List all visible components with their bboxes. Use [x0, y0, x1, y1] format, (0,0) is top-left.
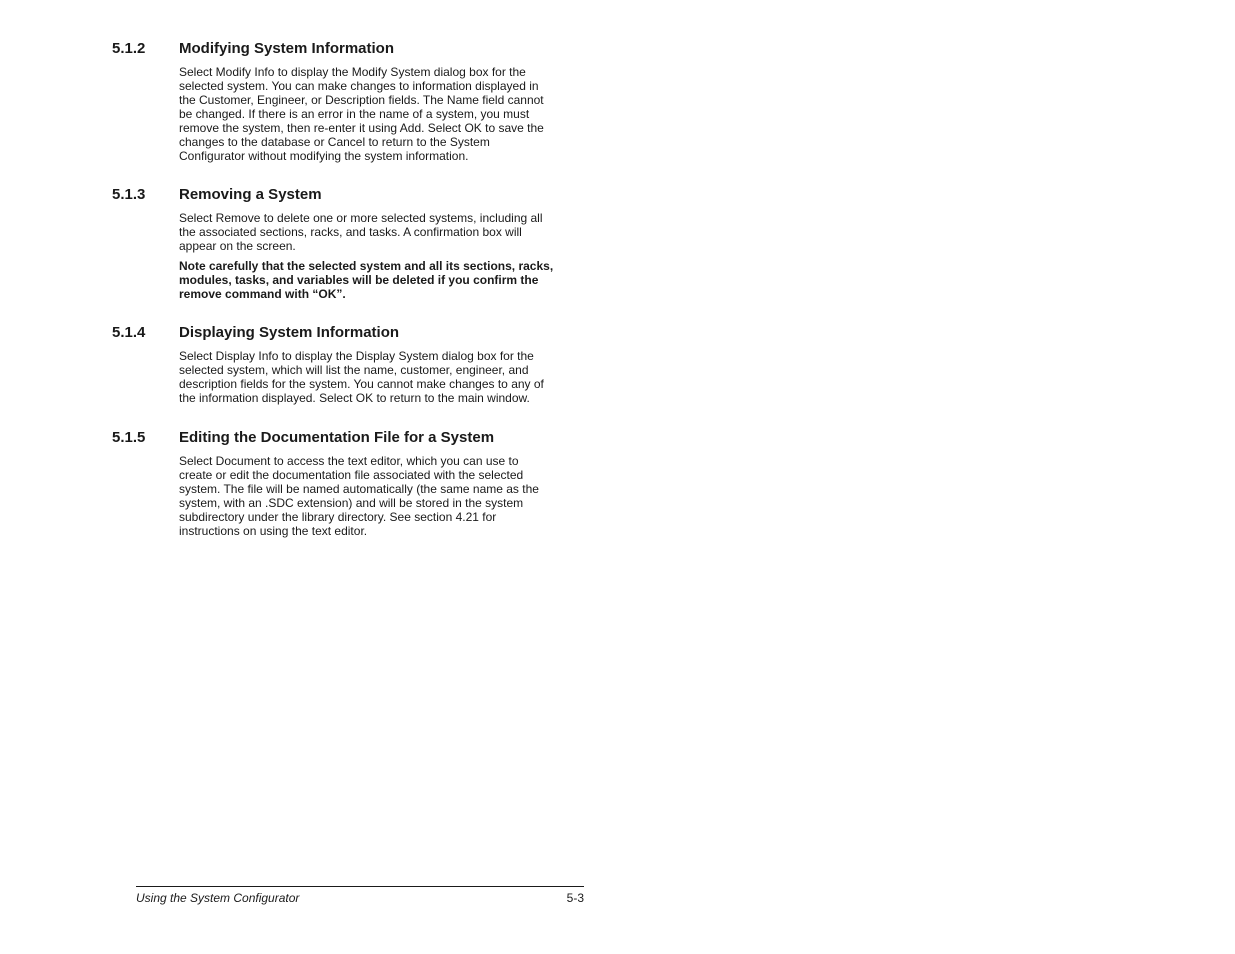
paragraph — [179, 349, 569, 405]
text-line: be changed. If there is an error in the name of a system, you must — [179, 107, 530, 121]
section-title: Editing the Documentation File for a System — [179, 429, 495, 446]
text-line: the Customer, Engineer, or Description fields. The Name field cannot — [179, 93, 544, 107]
text-line: remove the system, then re-enter it using Add. Select OK to save the — [179, 121, 544, 135]
paragraph — [179, 454, 569, 538]
section-number: 5.1.4 — [112, 324, 146, 341]
text-line: selected system. You can make changes to information displayed in — [179, 79, 539, 93]
text-line: remove command with “OK”. — [179, 287, 346, 301]
text-line: Note carefully that the selected system and all its sections, racks, — [179, 259, 554, 273]
footer-rule — [136, 886, 584, 887]
text-line: instructions on using the text editor. — [179, 524, 368, 538]
text-line: Select Modify Info to display the Modify System dialog box for the — [179, 65, 526, 79]
text-line: selected system, which will list the name, customer, engineer, and — [179, 363, 529, 377]
text-line: create or edit the documentation file associated with the selected — [179, 468, 524, 482]
footer-page-number: 5-3 — [566, 891, 584, 905]
text-line: Select Document to access the text editor, which you can use to — [179, 454, 519, 468]
section-title: Removing a System — [179, 186, 322, 203]
section-number: 5.1.5 — [112, 429, 146, 446]
text-line: Select Display Info to display the Display System dialog box for the — [179, 349, 534, 363]
text-line: appear on the screen. — [179, 239, 296, 253]
section-number: 5.1.3 — [112, 186, 146, 203]
text-line: the associated sections, racks, and tasks. A confirmation box will — [179, 225, 522, 239]
text-line: description fields for the system. You cannot make changes to any of — [179, 377, 544, 391]
text-line: system. The file will be named automatically (the same name as the — [179, 482, 539, 496]
text-line: changes to the database or Cancel to return to the System — [179, 135, 490, 149]
text-line: modules, tasks, and variables will be deleted if you confirm the — [179, 273, 539, 287]
text-line: subdirectory under the library directory. See section 4.21 for — [179, 510, 497, 524]
paragraph — [179, 211, 569, 253]
section-title: Displaying System Information — [179, 324, 400, 341]
section-title: Modifying System Information — [179, 40, 395, 57]
warning-note — [179, 259, 569, 301]
text-line: Configurator without modifying the system information. — [179, 149, 469, 163]
paragraph — [179, 65, 569, 163]
text-line: system, with an .SDC extension) and will be stored in the system — [179, 496, 524, 510]
text-line: the information displayed. Select OK to return to the main window. — [179, 391, 530, 405]
footer-chapter-title: Using the System Configurator — [136, 891, 300, 905]
text-line: Select Remove to delete one or more selected systems, including all — [179, 211, 543, 225]
section-number: 5.1.2 — [112, 40, 146, 57]
